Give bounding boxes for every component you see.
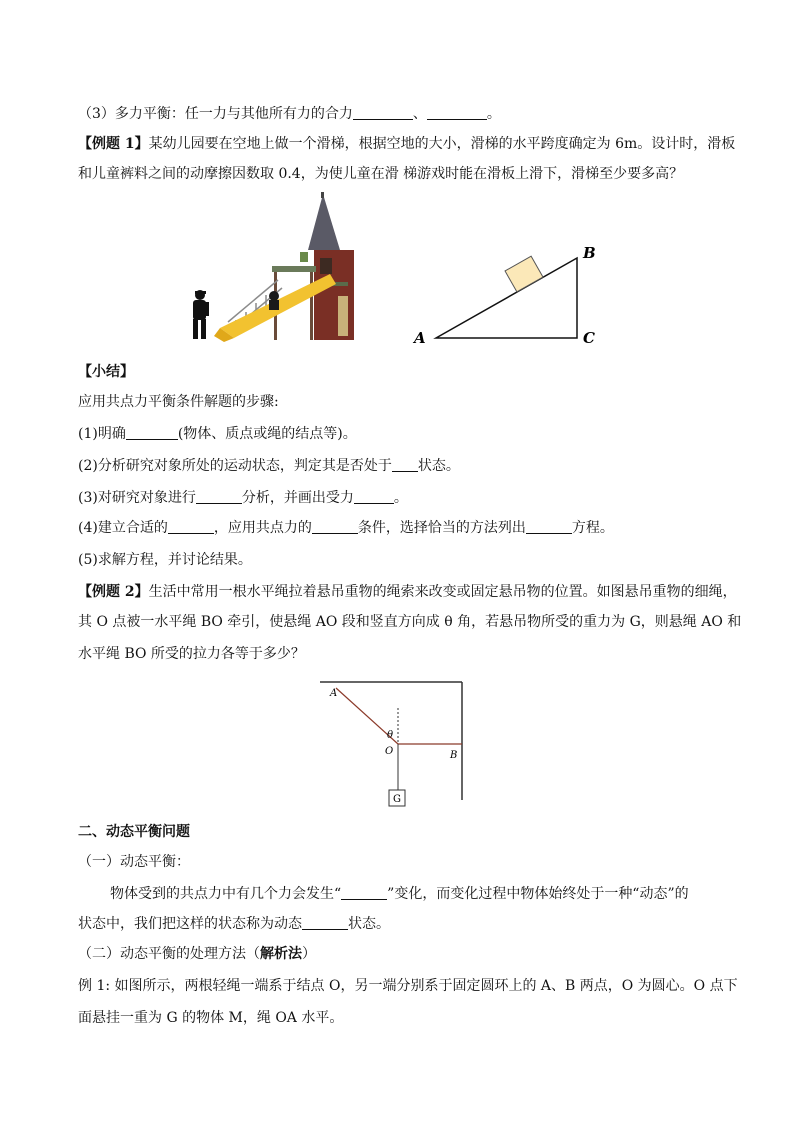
text-line-p3 bbox=[78, 104, 501, 124]
rope-diagram bbox=[320, 678, 470, 808]
step-1 bbox=[78, 424, 357, 444]
step-3-c: 。 bbox=[393, 490, 408, 506]
step-3-a: (3)对研究对象进行 bbox=[78, 490, 196, 506]
label-G: G bbox=[393, 794, 401, 805]
blank bbox=[526, 519, 572, 534]
label-theta: θ bbox=[387, 730, 394, 741]
step-4 bbox=[78, 518, 614, 538]
example1-tag: 【例题 1】 bbox=[78, 136, 149, 152]
step-4-b: ，应用共点力的 bbox=[213, 520, 312, 536]
example-dyn-line2: 面悬挂一重为 G 的物体 M，绳 OA 水平。 bbox=[78, 1010, 344, 1026]
standing-child-silhouette bbox=[193, 290, 209, 339]
p3-sep: 、 bbox=[412, 106, 427, 122]
block bbox=[505, 256, 543, 292]
label-C: C bbox=[583, 329, 595, 347]
example-dyn-line1: 例 1: 如图所示，两根轻绳一端系于结点 O，另一端分别系于固定圆环上的 A、B 两点，O 为圆心。O 点下 bbox=[78, 978, 738, 994]
blank bbox=[302, 915, 348, 930]
step-4-d: 方程。 bbox=[571, 520, 614, 536]
tower-panel bbox=[338, 296, 348, 336]
label-A: A bbox=[414, 329, 426, 347]
tower-spire bbox=[321, 192, 324, 198]
label-B: B bbox=[583, 244, 596, 262]
step-2 bbox=[78, 456, 460, 476]
blank bbox=[312, 519, 358, 534]
step-2-a: (2)分析研究对象所处的运动状态，判定其是否处于 bbox=[78, 458, 392, 474]
d1-d: 状态。 bbox=[348, 916, 390, 932]
blank bbox=[354, 489, 394, 504]
incline-diagram bbox=[410, 240, 610, 350]
child-on-slide-body bbox=[269, 300, 279, 310]
label-B: B bbox=[450, 750, 458, 761]
slide-illustration bbox=[180, 192, 370, 344]
blank bbox=[353, 105, 413, 120]
example2-text1: 生活中常用一根水平绳拉着悬吊重物的绳索来改变或固定悬吊物的位置。如图悬吊重物的细绳， bbox=[148, 584, 737, 600]
d2-b: 解析法 bbox=[260, 946, 302, 962]
d2-a: （二）动态平衡的处理方法（ bbox=[78, 946, 260, 962]
label-A: A bbox=[330, 688, 338, 699]
example1-line1 bbox=[78, 134, 735, 154]
step-1-a: (1)明确 bbox=[78, 426, 126, 442]
steps-title: 应用共点力平衡条件解题的步骤: bbox=[78, 394, 279, 410]
d1-b: ”变化，而变化过程中物体始终处于一种“动态”的 bbox=[387, 886, 689, 902]
dynamic-balance-line2 bbox=[78, 914, 390, 934]
step-2-b: 状态。 bbox=[417, 458, 460, 474]
blank bbox=[427, 105, 487, 120]
dynamic-balance-heading: （一）动态平衡： bbox=[78, 854, 190, 870]
platform bbox=[272, 266, 316, 272]
platform-top bbox=[300, 252, 308, 262]
platform-post bbox=[310, 272, 313, 340]
step-1-b: (物体、质点或绳的结点等)。 bbox=[177, 426, 357, 442]
d1-c: 状态中，我们把这样的状态称为动态 bbox=[78, 916, 302, 932]
example2-tag: 【例题 2】 bbox=[78, 584, 149, 600]
d2-c: ） bbox=[302, 946, 316, 962]
blank bbox=[341, 885, 387, 900]
section2-heading: 二、动态平衡问题 bbox=[78, 824, 190, 840]
child-on-slide-head bbox=[269, 291, 279, 301]
summary-heading: 【小结】 bbox=[78, 364, 134, 380]
method-heading bbox=[78, 944, 316, 964]
example1-text1: 某幼儿园要在空地上做一个滑梯，根据空地的大小，滑梯的水平跨度确定为 6m。设计时，滑板 bbox=[148, 136, 736, 152]
p3-text: （3）多力平衡：任一力与其他所有力的合力 bbox=[78, 106, 353, 122]
example1-text2: 和儿童裤料之间的动摩擦因数取 0.4，为使儿童在滑 梯游戏时能在滑板上滑下，滑梯至少要多高？ bbox=[78, 166, 684, 182]
example2-line3: 水平绳 BO 所受的拉力各等于多少？ bbox=[78, 646, 305, 662]
tower-roof bbox=[308, 194, 340, 250]
example2-line1 bbox=[78, 582, 737, 602]
d1-a: 物体受到的共点力中有几个力会发生“ bbox=[110, 886, 342, 902]
label-O: O bbox=[385, 746, 394, 757]
blank bbox=[126, 425, 178, 440]
blank bbox=[168, 519, 214, 534]
p3-end: 。 bbox=[486, 106, 501, 122]
blank bbox=[392, 457, 418, 472]
tower-window bbox=[320, 258, 332, 274]
example2-line2: 其 O 点被一水平绳 BO 牵引，使悬绳 AO 段和竖直方向成 θ 角，若悬吊物所受的重力为 G，则悬绳 AO 和 bbox=[78, 614, 742, 630]
step-3 bbox=[78, 488, 408, 508]
step-3-b: 分析，并画出受力 bbox=[241, 490, 354, 506]
blank bbox=[196, 489, 242, 504]
step-4-c: 条件，选择恰当的方法列出 bbox=[357, 520, 526, 536]
step-5: (5)求解方程，并讨论结果。 bbox=[78, 552, 252, 568]
step-4-a: (4)建立合适的 bbox=[78, 520, 168, 536]
example1-line2 bbox=[78, 164, 683, 184]
dynamic-balance-line1 bbox=[110, 884, 689, 904]
